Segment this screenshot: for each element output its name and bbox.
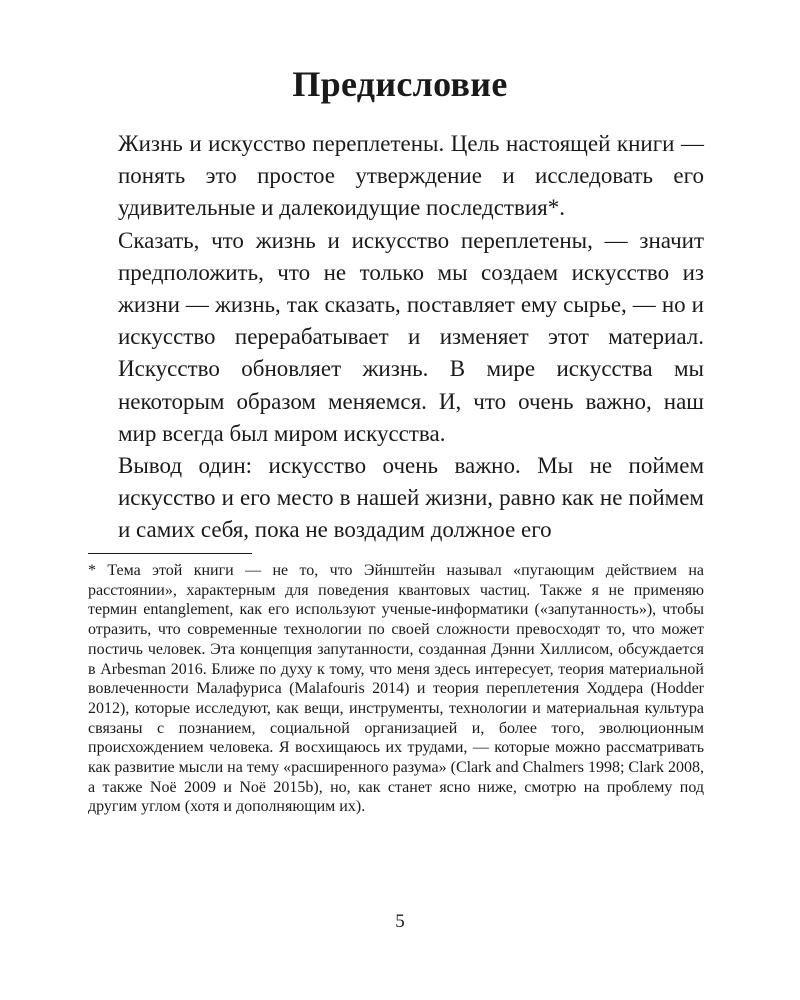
- paragraph-3: Вывод один: искусство очень важно. Мы не поймем искусство и его место в нашей жизни, равно как не поймем и самих себя, пока не воздадим должное его: [118, 453, 704, 543]
- page-title: Предисловие: [292, 64, 508, 104]
- paragraph-2: Сказать, что жизнь и искусство переплетены, — значит предположить, что не только мы создаем искусство из жизни — жизнь, так сказать, поставляет ему сырье, — но и искусство перерабатывает и изменяет этот материал. Искусство обновляет жизнь. В мире искусства мы некоторым образом меняемся. И, что очень важно, наш мир всегда был миром искусства.: [118, 227, 704, 446]
- main-text: [118, 128, 704, 547]
- footnote-divider: [88, 553, 252, 554]
- paragraph-1: Жизнь и искусство переплетены. Цель настоящей книги — понять это простое утверждение и исследовать его удивительные и далекоидущие последствия*.: [118, 131, 704, 221]
- page-number: 5: [395, 911, 405, 932]
- footnote-text: * Тема этой книги — не то, что Эйнштейн называл «пугающим действием на расстоянии», характерным для поведения квантовых частиц. Также я не применяю термин entanglement, как его используют ученые-информатики («запутанность»), чтобы отразить, что современные технологии по своей сложности превосходят то, что может постичь человек. Эта концепция запутанности, созданная Дэнни Хиллисом, обсуждается в Arbesman 2016. Ближе по духу к тому, что меня здесь интересует, теория материальной вовлеченности Малафуриса (Malafouris 2014) и теория переплетения Ходдера (Hodder 2012), которые исследуют, как вещи, инструменты, технологии и материальная культура связаны с познанием, социальной организацией и, более того, эволюционным происхождением человека. Я восхищаюсь их трудами, — которые можно рассматривать как развитие мысли на тему «расширенного разума» (Clark and Chalmers 1998; Clark 2008, а также Noë 2009 и Noë 2015b), но, как станет ясно ниже, смотрю на проблему под другим углом (хотя и дополняющим их).: [88, 562, 704, 816]
- footnote: [88, 561, 704, 817]
